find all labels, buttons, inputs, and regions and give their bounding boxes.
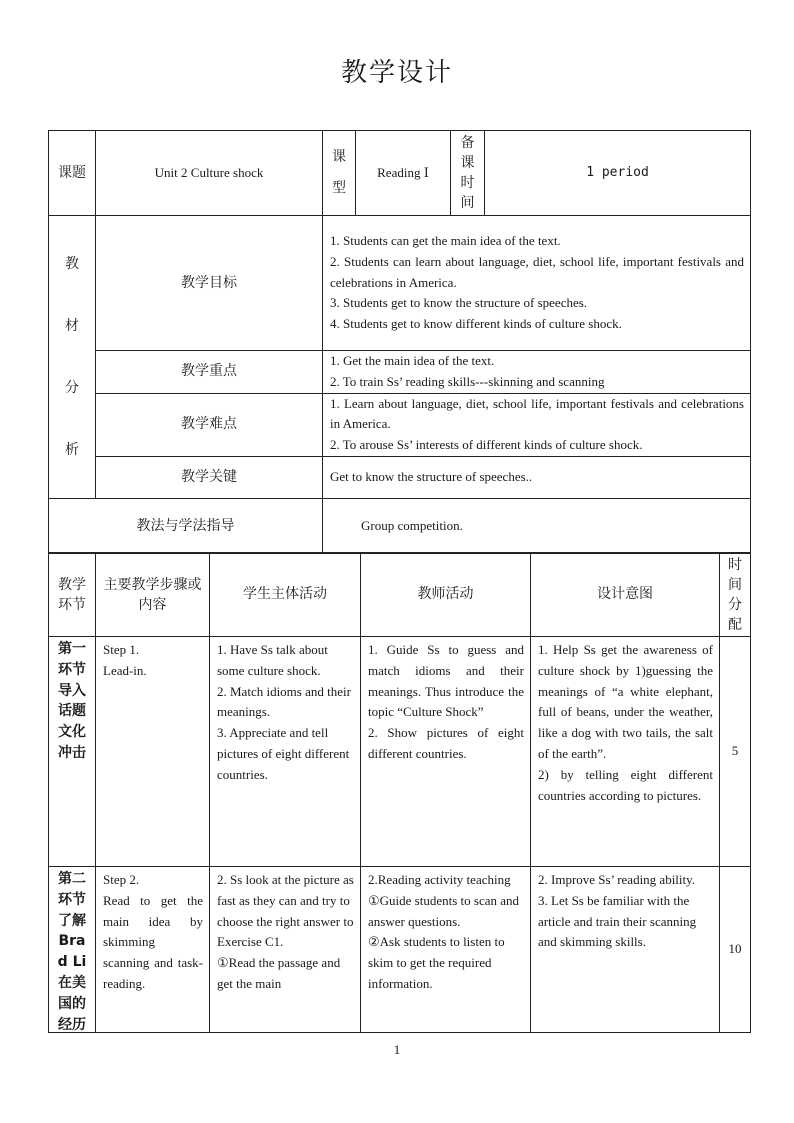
step-2-student: 2. Ss look at the picture as fast as they can and try to choose the right answer to Exercise C1. ①Read the passage and get the main (210, 867, 361, 1033)
teaching-steps-table (48, 552, 751, 1033)
step-1-intent: 1. Help Ss get the awareness of culture shock by 1)guessing the meanings of “a white elephant, full of beans, under the weather, like a dog with two tails, the salt of the earth”. 2) by telling eight different countries according to pictures. (531, 637, 720, 867)
topic-value: Unit 2 Culture shock (96, 131, 323, 216)
key-point-line: 1. Get the main idea of the text. (330, 353, 495, 368)
key-points-label: 教学重点 (96, 351, 323, 394)
content-header: 主要教学步骤或内容 (96, 553, 210, 637)
type-label: 课型 (332, 149, 346, 196)
step-1-student: 1. Have Ss talk about some culture shock. 2. Match idioms and their meanings. 3. Appreciate and tell pictures of eight different countries. (210, 637, 361, 867)
stage-header: 教学环节 (49, 553, 96, 637)
key-content: Get to know the structure of speeches.. (323, 456, 751, 498)
time-header: 时间分配 (728, 556, 742, 633)
intent-header: 设计意图 (531, 553, 720, 637)
stage-2: 第二环节了解Brad Li在美国的经历 (49, 867, 96, 1033)
step-1-teacher: 1. Guide Ss to guess and match idioms and their meanings. Thus introduce the topic “Culture Shock” 2. Show pictures of eight different countries. (361, 637, 531, 867)
page-title: 教学设计 (340, 58, 453, 88)
step-2-content: Step 2. Read to get the main idea by skimming scanning and task-reading. (96, 867, 210, 1033)
objective-line: 2. Students can learn about language, diet, school life, important festivals and celebrations in America. (330, 253, 744, 290)
objectives-label: 教学目标 (96, 216, 323, 351)
lesson-info-table (48, 130, 751, 554)
student-header: 学生主体活动 (210, 553, 361, 637)
method-label: 教法与学法指导 (49, 498, 323, 553)
step-2-time: 10 (720, 867, 751, 1033)
difficulty-line: 1. Learn about language, diet, school life, important festivals and celebrations in America. (330, 395, 744, 432)
objective-line: 4. Students get to know different kinds of culture shock. (330, 316, 622, 332)
stage-1: 第一环节导入话题文化冲击 (49, 637, 96, 867)
difficulties-label: 教学难点 (96, 393, 323, 456)
objective-line: 1. Students can get the main idea of the text. (330, 233, 561, 248)
step-1-content: Step 1. Lead-in. (96, 637, 210, 867)
type-value: Reading Ⅰ (356, 131, 451, 216)
page-number: 1 (393, 1042, 401, 1057)
difficulties-content (323, 393, 751, 456)
key-points-content (323, 351, 751, 394)
difficulty-line: 2. To arouse Ss’ interests of different kinds of culture shock. (330, 437, 643, 453)
step-1-time: 5 (720, 637, 751, 867)
key-point-line: 2. To train Ss’ reading skills---skinning and scanning (330, 373, 605, 389)
topic-label: 课题 (49, 131, 96, 216)
analysis-label: 教材分析 (65, 255, 79, 458)
method-value: Group competition. (323, 498, 751, 553)
objectives-content (323, 216, 751, 351)
objective-line: 3. Students get to know the structure of speeches. (330, 295, 588, 311)
teacher-header: 教师活动 (361, 553, 531, 637)
key-label: 教学关键 (96, 456, 323, 498)
prep-label: 备课时间 (460, 135, 475, 211)
prep-value: 1 period (485, 131, 751, 216)
step-2-teacher: 2.Reading activity teaching ①Guide students to scan and answer questions. ②Ask students to listen to skim to get the required information. (361, 867, 531, 1033)
step-2-intent: 2. Improve Ss’ reading ability. 3. Let Ss be familiar with the article and train their scanning and skimming skills. (531, 867, 720, 1033)
